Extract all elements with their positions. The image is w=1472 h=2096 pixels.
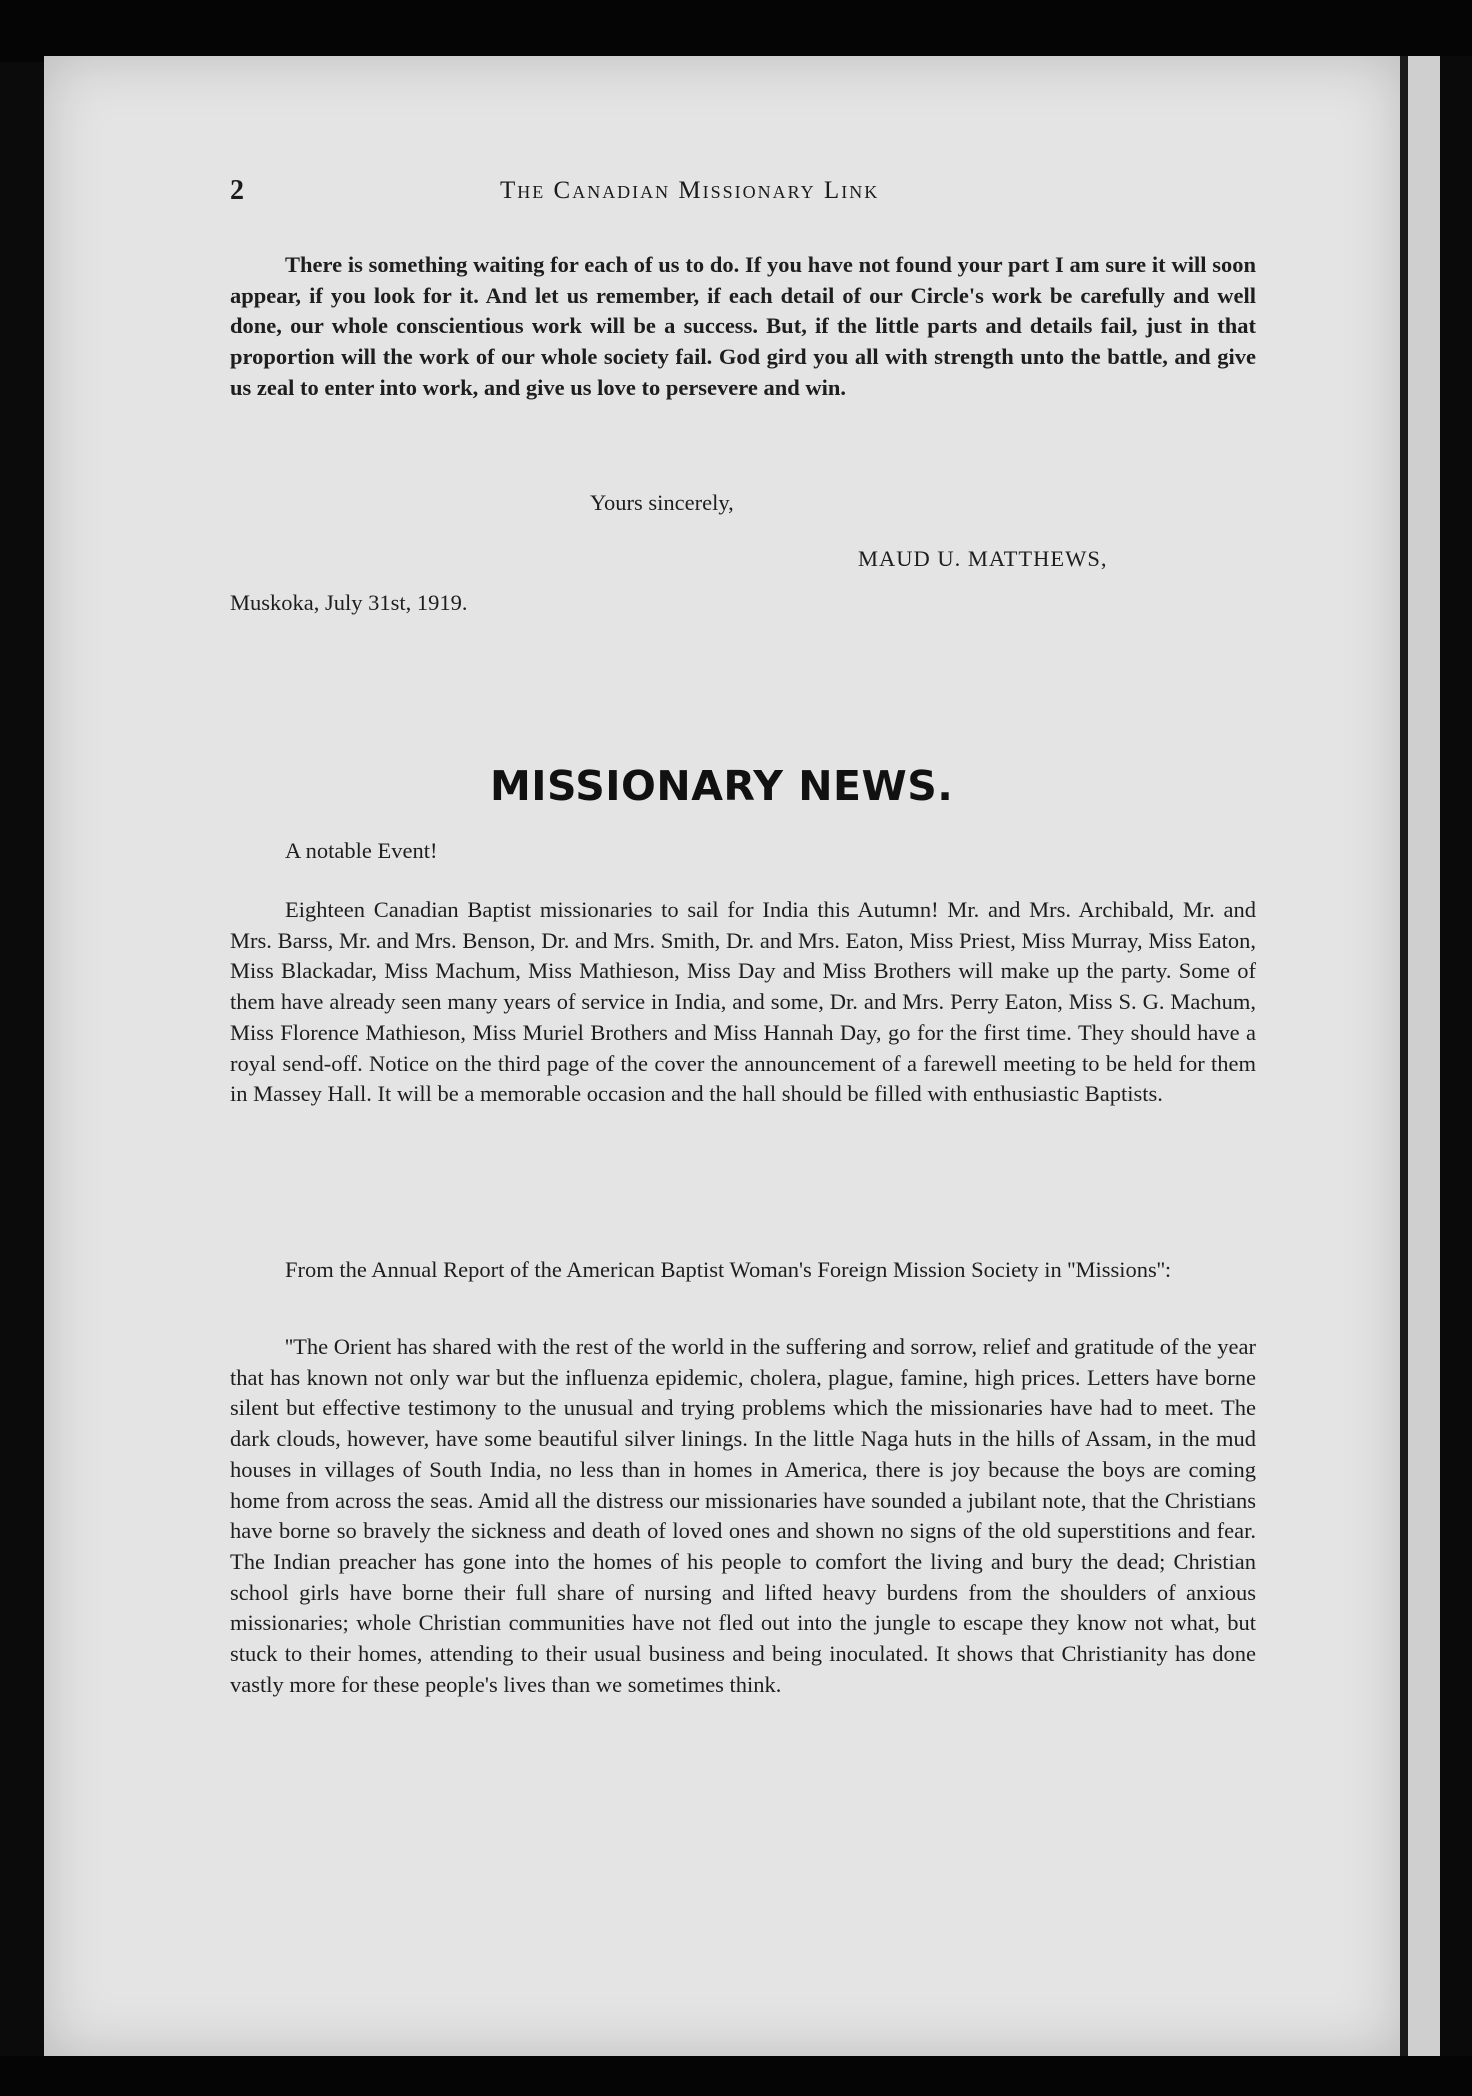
running-title: The Canadian Missionary Link [500, 177, 880, 204]
news-paragraph-2: From the Annual Report of the American Baptist Woman's Foreign Mission Society in ''Missions'': [285, 1257, 1172, 1282]
page-header [230, 175, 1256, 215]
scan-right-border [1440, 56, 1472, 2056]
letter-body: There is something waiting for each of us to do. If you have not found your part I am sure it will soon appear, if you look for it. And let us remember, if each detail of our Circle's work be carefully and well done, our whole conscientious work will be a success. But, if the little parts and details fail, just in that proportion will the work of our whole society fail. God gird you all with strength unto the battle, and give us zeal to enter into work, and give us love to persevere and win. [230, 252, 1256, 400]
scan-top-border [0, 0, 1472, 62]
letter-dateline: Muskoka, July 31st, 1919. [230, 590, 468, 615]
news-paragraph-1: Eighteen Canadian Baptist missionaries to sail for India this Autumn! Mr. and Mrs. Archibald, Mr. and Mrs. Barss, Mr. and Mrs. Benson, Dr. and Mrs. Smith, Dr. and Mrs. Eaton, Miss Priest, Miss Murray, Miss Eaton, Miss Blackadar, Miss Machum, Miss Mathieson, Miss Day and Miss Brothers will make up the party. Some of them have already seen many years of service in India, and some, Dr. and Mrs. Perry Eaton, Miss S. G. Machum, Miss Florence Mathieson, Miss Muriel Brothers and Miss Hannah Day, go for the first time. They should have a royal send-off. Notice on the third page of the cover the announcement of a farewell meeting to be held for them in Massey Hall. It will be a memorable occasion and the hall should be filled with enthusiastic Baptists. [230, 897, 1256, 1107]
page-number: 2 [230, 175, 244, 206]
news-lead: A notable Event! [285, 838, 438, 863]
scan-gutter [1400, 56, 1408, 2056]
letter-signature: MAUD U. MATTHEWS, [858, 546, 1108, 571]
news-quote: ''The Orient has shared with the rest of the world in the suffering and sorrow, relief and gratitude of the year that has known not only war but the influenza epidemic, cholera, plague, famine, high prices. Letters have borne silent but effective testimony to the unusual and trying problems which the missionaries have had to meet. The dark clouds, however, have some beautiful silver linings. In the little Naga huts in the hills of Assam, in the mud houses in villages of South India, no less than in homes in America, there is joy because the boys are coming home from across the seas. Amid all the distress our missionaries have sounded a jubilant note, that the Christians have borne so bravely the sickness and death of loved ones and shown no signs of the old superstitions and fear. The Indian preacher has gone into the homes of his people to comfort the living and bury the dead; Christian school girls have borne their full share of nursing and lifted heavy burdens from the shoulders of anxious missionaries; whole Christian communities have not fled out into the jungle to escape they know not what, but stuck to their homes, attending to their usual business and being inoculated. It shows that Christianity has done vastly more for these people's lives than we sometimes think. [230, 1334, 1256, 1697]
letter-closing: Yours sincerely, [590, 490, 734, 515]
scan-bottom-border [0, 2056, 1472, 2096]
section-heading: MISSIONARY NEWS. [490, 762, 954, 810]
